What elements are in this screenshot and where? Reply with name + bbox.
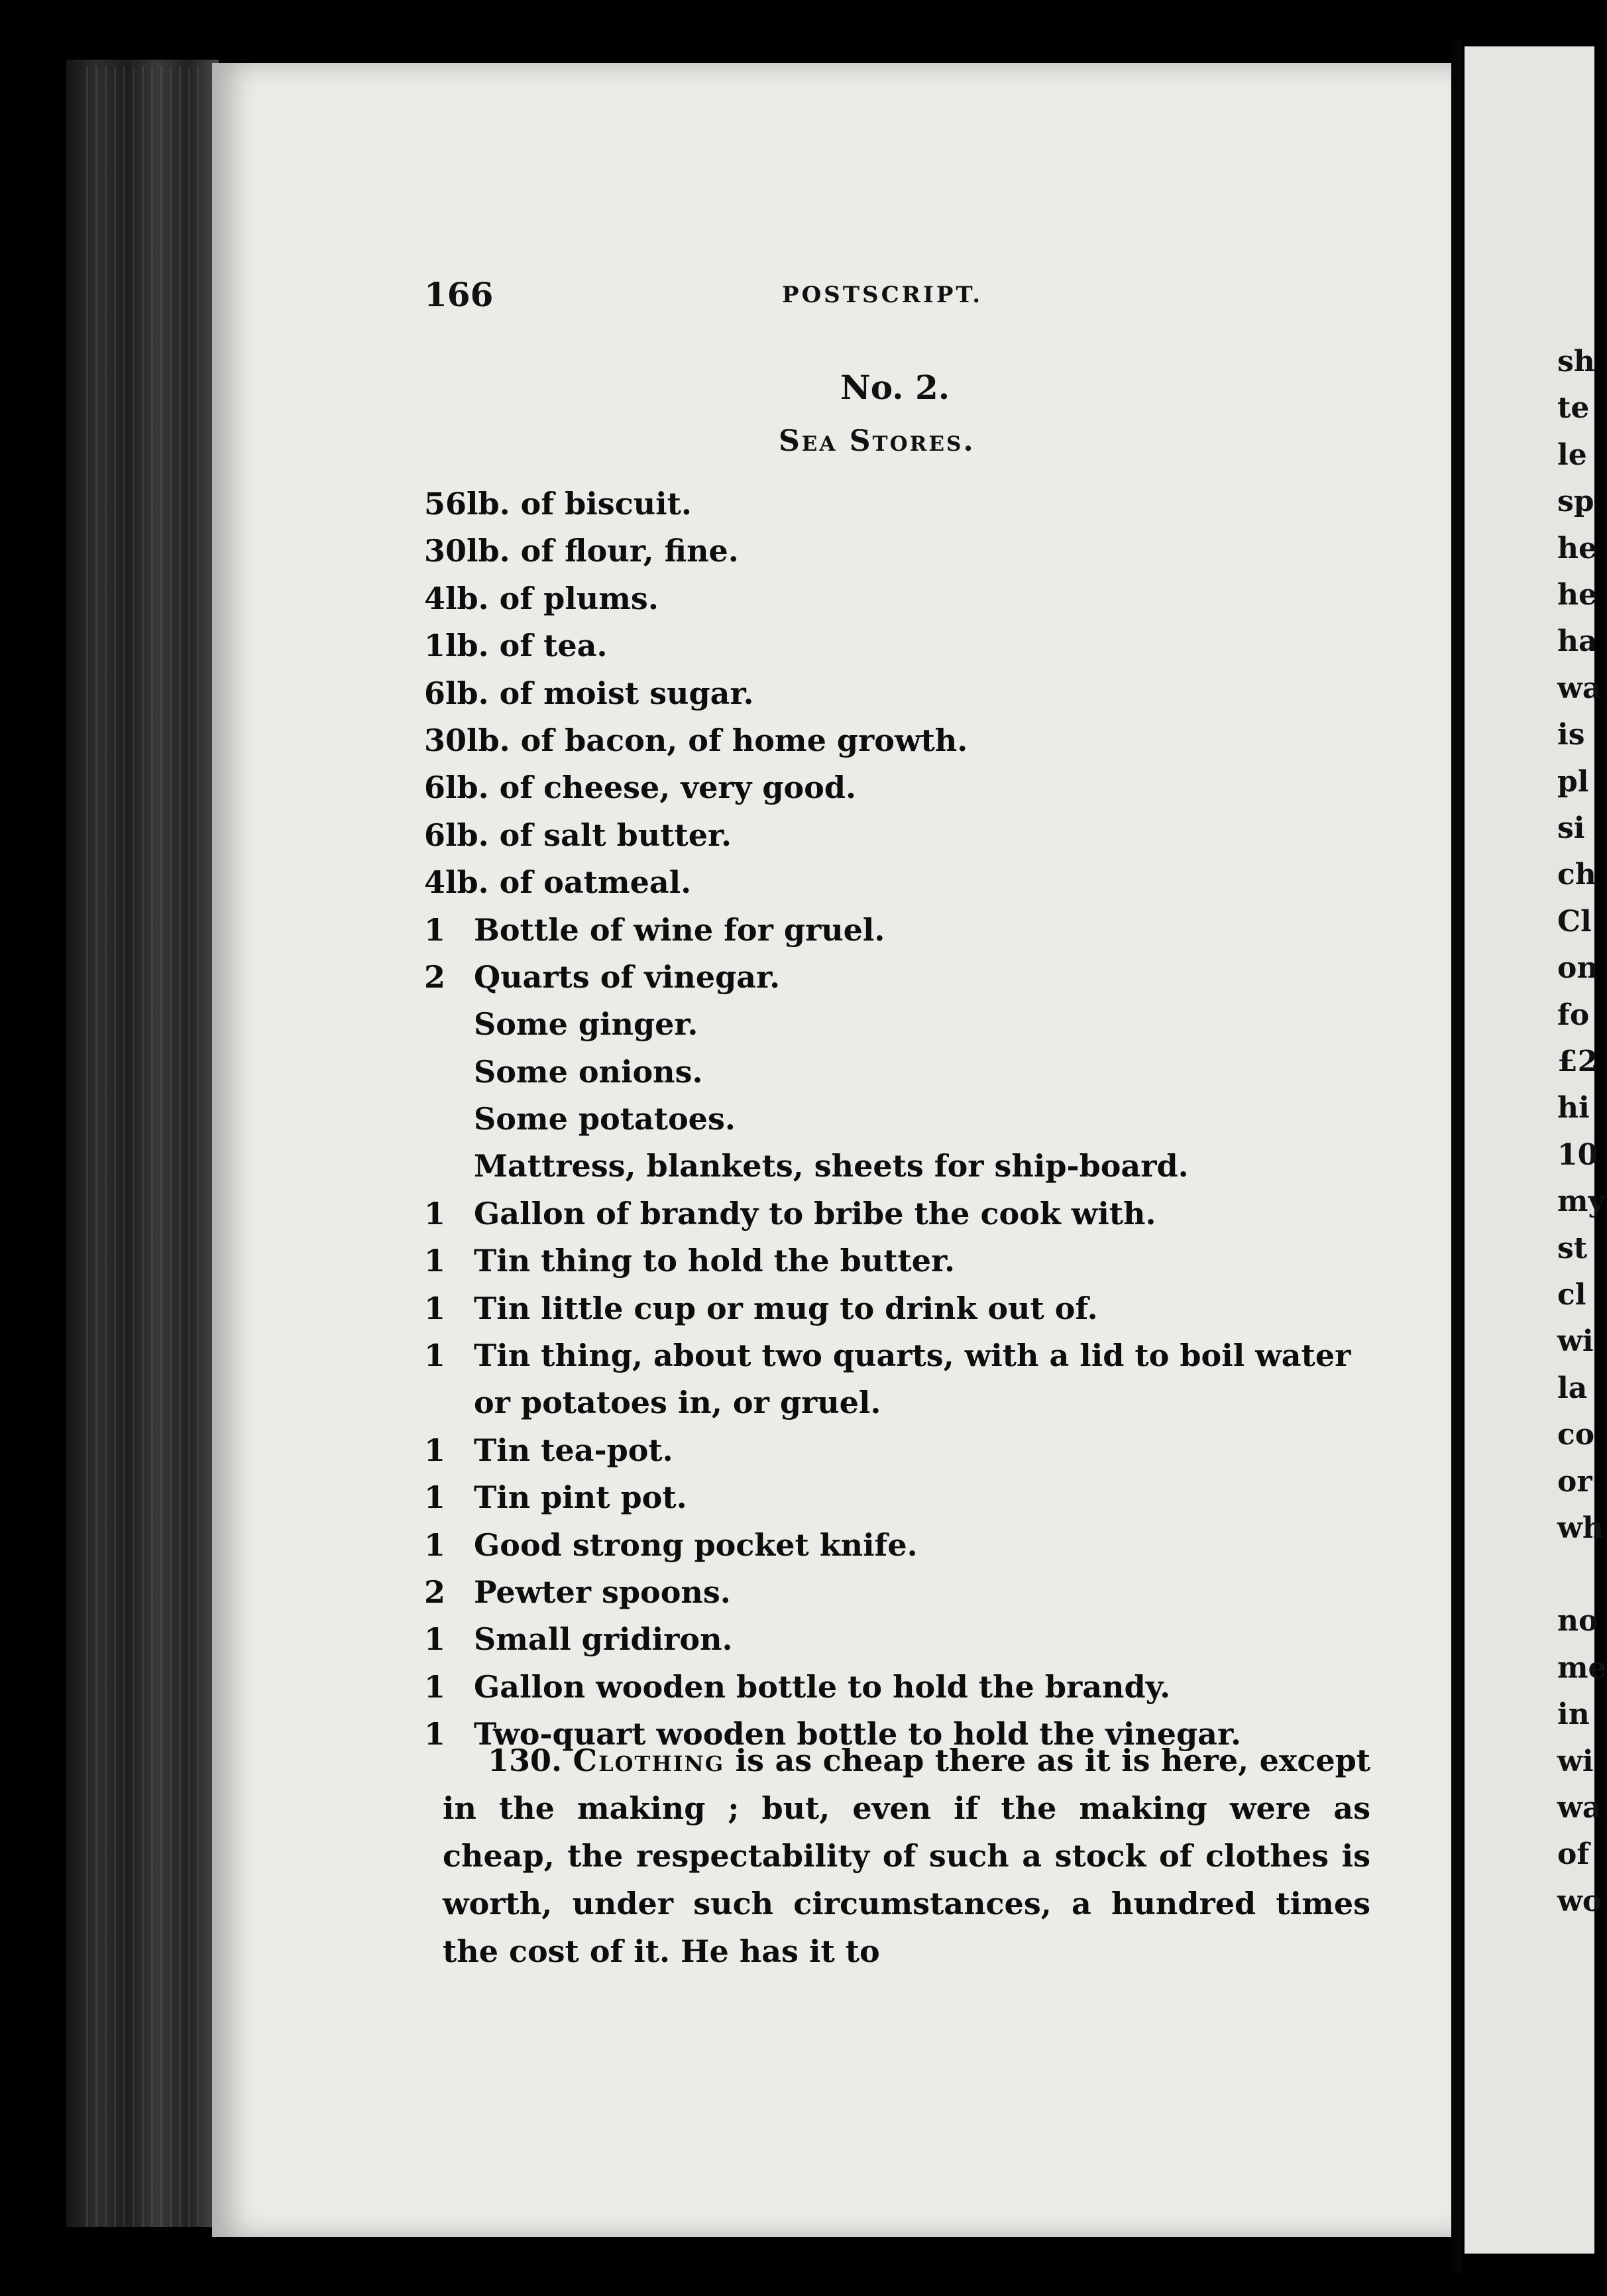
item-description: Tin pint pot. [474, 1479, 687, 1516]
list-item [424, 1664, 1385, 1711]
list-item [424, 1237, 1385, 1285]
paragraph-130 [443, 1737, 1370, 1975]
list-item [424, 1190, 1385, 1237]
item-quantity: 1 [424, 1290, 446, 1326]
facing-page-fragment: me [1557, 1650, 1607, 1685]
item-description: Good strong pocket knife. [474, 1526, 918, 1563]
item-description: Some onions. [474, 1053, 703, 1090]
paragraph-heading: Clothing [573, 1743, 725, 1778]
facing-page-fragment: wa [1557, 1791, 1602, 1825]
running-head: POSTSCRIPT. [782, 282, 983, 308]
item-description: 1lb. of tea. [424, 628, 608, 664]
facing-page-fragment: fo [1557, 998, 1590, 1032]
item-quantity: 2 [424, 1574, 446, 1610]
item-description: Gallon wooden bottle to hold the brandy. [474, 1668, 1171, 1705]
list-item [424, 481, 1385, 528]
facing-page-fragment: my [1557, 1184, 1606, 1219]
list-item [424, 528, 1385, 575]
facing-page-fragment: ch [1557, 858, 1596, 892]
item-description: 6lb. of salt butter. [424, 817, 732, 853]
facing-page-fragment: is [1557, 718, 1585, 752]
item-quantity: 1 [424, 1479, 446, 1516]
facing-page-fragment: 10 [1557, 1137, 1598, 1172]
facing-page-fragment: sh [1557, 345, 1595, 378]
list-item [424, 954, 1385, 1001]
facing-page-fragment: cl [1557, 1278, 1586, 1312]
item-description: 6lb. of cheese, very good. [424, 770, 857, 806]
list-item [424, 670, 1385, 717]
list-item [424, 1143, 1385, 1190]
item-description: Tin thing, about two quarts, with a lid to boil water or potatoes in, or gruel. [474, 1338, 1351, 1421]
paragraph-text: is as cheap there as it is here, except in the making ; but, even if the making were as cheap, the respectability of such a stock of clothes is worth, under such circumstances, a hundred times the cost of it. He has it to [443, 1743, 1371, 1969]
facing-page-fragment: pl [1557, 764, 1589, 799]
item-description: Tin tea-pot. [474, 1432, 673, 1468]
facing-page-fragment: £2 [1557, 1045, 1598, 1078]
facing-page-fragment: no [1557, 1604, 1598, 1638]
list-item [424, 575, 1385, 622]
item-description: Pewter spoons. [474, 1574, 731, 1610]
item-description: Some potatoes. [474, 1101, 736, 1137]
item-description: Gallon of brandy to bribe the cook with. [474, 1195, 1156, 1232]
list-item [424, 859, 1385, 906]
list-item [424, 1427, 1385, 1474]
list-item [424, 1096, 1385, 1143]
item-description: 6lb. of moist sugar. [424, 675, 754, 711]
spine-texture [86, 66, 199, 2227]
facing-page-fragment: st [1557, 1231, 1588, 1265]
list-item [424, 622, 1385, 669]
sea-stores-list [424, 481, 1385, 1758]
paragraph-number: 130. [488, 1743, 563, 1778]
facing-page-fragment: wo [1557, 1884, 1602, 1918]
list-item [424, 1049, 1385, 1096]
list-item [424, 764, 1385, 811]
item-description: Quarts of vinegar. [474, 958, 781, 995]
page-header [424, 275, 1378, 315]
list-item [424, 1522, 1385, 1569]
item-quantity: 1 [424, 1338, 446, 1374]
facing-page-fragment: he [1557, 531, 1597, 565]
list-item [424, 1569, 1385, 1616]
item-quantity: 1 [424, 1432, 446, 1468]
item-description: Mattress, blankets, sheets for ship-board. [474, 1148, 1189, 1184]
item-quantity: 2 [424, 958, 446, 995]
facing-page-fragment: te [1557, 391, 1590, 426]
list-item [424, 1616, 1385, 1663]
item-quantity: 1 [424, 1621, 446, 1658]
item-description: 4lb. of plums. [424, 580, 659, 616]
facing-page-fragment: le [1557, 437, 1587, 472]
facing-page-fragment: sp [1557, 485, 1594, 519]
item-quantity: 1 [424, 1243, 446, 1279]
item-quantity: 1 [424, 1526, 446, 1563]
list-item [424, 1285, 1385, 1332]
item-description: 56lb. of biscuit. [424, 486, 692, 522]
facing-page-fragment: hi [1557, 1091, 1590, 1125]
facing-page-fragment: on [1557, 951, 1598, 986]
facing-page-fragment: wh [1557, 1511, 1604, 1545]
item-quantity: 1 [424, 1716, 446, 1752]
list-item [424, 717, 1385, 764]
item-description: Tin thing to hold the butter. [474, 1243, 956, 1279]
item-description: Tin little cup or mug to drink out of. [474, 1290, 1098, 1326]
facing-page-fragment: in [1557, 1697, 1590, 1732]
list-item [424, 907, 1385, 954]
facing-page-fragment: or [1557, 1464, 1592, 1499]
facing-page-fragment: wi [1557, 1744, 1594, 1778]
facing-page-fragment: ha [1557, 624, 1598, 659]
list-item [424, 812, 1385, 859]
list-item [424, 1001, 1385, 1048]
facing-page-fragment: wi [1557, 1324, 1594, 1359]
item-description: Bottle of wine for gruel. [474, 911, 885, 948]
item-description: Some ginger. [474, 1006, 698, 1043]
section-number: No. 2. [840, 368, 950, 407]
facing-page-fragment: Cl [1557, 904, 1592, 939]
facing-page-fragment: wa [1557, 671, 1602, 705]
item-description: 4lb. of oatmeal. [424, 864, 692, 901]
item-description: Small gridiron. [474, 1621, 733, 1658]
facing-page-fragment: co [1557, 1418, 1595, 1452]
page-gutter [1451, 40, 1462, 2273]
item-description: Two-quart wooden bottle to hold the vinegar. [474, 1716, 1242, 1752]
item-description: 30lb. of bacon, of home growth. [424, 722, 968, 758]
item-quantity: 1 [424, 1195, 446, 1232]
facing-page-fragment: he [1557, 578, 1597, 612]
list-item [424, 1332, 1385, 1427]
section-title: Sea Stores. [779, 424, 975, 458]
facing-page-fragment: of [1557, 1837, 1590, 1872]
list-item [424, 1474, 1385, 1521]
item-quantity: 1 [424, 911, 446, 948]
facing-page-fragment: si [1557, 811, 1585, 845]
page-number: 166 [424, 275, 494, 314]
item-quantity: 1 [424, 1668, 446, 1705]
facing-page-fragment: la [1557, 1371, 1588, 1405]
item-description: 30lb. of flour, fine. [424, 533, 739, 569]
